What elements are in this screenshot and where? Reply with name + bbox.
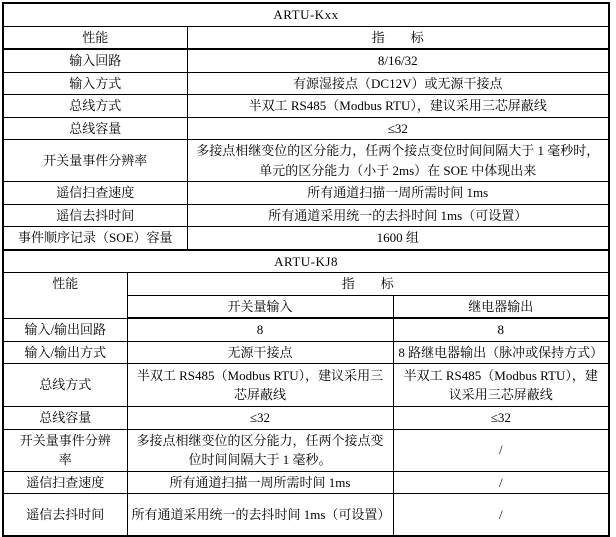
kj8-title-row bbox=[3, 250, 609, 273]
row-value-input: 8 bbox=[127, 318, 393, 341]
row-label: 遥信去抖时间 bbox=[3, 494, 127, 536]
row-label: 总线方式 bbox=[3, 95, 187, 118]
row-value-output: / bbox=[393, 494, 609, 536]
spec-row bbox=[3, 364, 609, 407]
spec-row bbox=[3, 318, 609, 341]
spec-row bbox=[3, 182, 609, 205]
row-value-input: 无源干接点 bbox=[127, 341, 393, 364]
row-label: 总线容量 bbox=[3, 117, 187, 140]
row-value-input: 多接点相继变位的区分能力，任两个接点变位时间间隔大于 1 毫秒。 bbox=[127, 429, 393, 471]
spec-row bbox=[3, 494, 609, 536]
kxx-header-performance: 性能 bbox=[3, 26, 187, 49]
row-value: 多接点相继变位的区分能力，任两个接点变位时间间隔大于 1 毫秒时，单元的区分能力（小于 2ms）在 SOE 中体现出来 bbox=[187, 140, 609, 182]
kxx-table-title: ARTU-Kxx bbox=[3, 3, 609, 26]
spec-row bbox=[3, 471, 609, 494]
row-label: 输入方式 bbox=[3, 72, 187, 95]
row-value-output: ≤32 bbox=[393, 407, 609, 430]
row-label: 输入/输出方式 bbox=[3, 341, 127, 364]
kj8-subheader-input: 开关量输入 bbox=[127, 295, 393, 318]
row-value: 所有通道扫描一周所需时间 1ms bbox=[187, 182, 609, 205]
row-value-output: / bbox=[393, 471, 609, 494]
spec-row bbox=[3, 407, 609, 430]
spec-row bbox=[3, 140, 609, 182]
row-value-input: 半双工 RS485（Modbus RTU），建议采用三芯屏蔽线 bbox=[127, 364, 393, 407]
spec-row bbox=[3, 341, 609, 364]
row-label: 输入回路 bbox=[3, 49, 187, 72]
artu-kj8-table bbox=[2, 249, 610, 537]
row-value: 1600 组 bbox=[187, 227, 609, 249]
spec-row bbox=[3, 95, 609, 118]
row-value-output: / bbox=[393, 429, 609, 471]
row-label: 遥信去抖时间 bbox=[3, 204, 187, 227]
spec-row bbox=[3, 204, 609, 227]
kxx-title-row bbox=[3, 3, 609, 26]
row-label: 事件顺序记录（SOE）容量 bbox=[3, 227, 187, 249]
row-value-output: 8 bbox=[393, 318, 609, 341]
row-label: 遥信扫查速度 bbox=[3, 471, 127, 494]
row-value: 8/16/32 bbox=[187, 49, 609, 72]
row-value-input: ≤32 bbox=[127, 407, 393, 430]
row-label: 输入/输出回路 bbox=[3, 318, 127, 341]
row-label: 总线方式 bbox=[3, 364, 127, 407]
row-value-input: 所有通道扫描一周所需时间 1ms bbox=[127, 471, 393, 494]
row-value-output: 8 路继电器输出（脉冲或保持方式） bbox=[393, 341, 609, 364]
row-label: 总线容量 bbox=[3, 407, 127, 430]
kj8-header-index: 指 标 bbox=[127, 273, 609, 296]
spec-row bbox=[3, 429, 609, 471]
row-value: 有源湿接点（DC12V）或无源干接点 bbox=[187, 72, 609, 95]
kj8-header-row bbox=[3, 273, 609, 296]
kj8-header-performance: 性能 bbox=[3, 273, 127, 319]
row-value: 半双工 RS485（Modbus RTU），建议采用三芯屏蔽线 bbox=[187, 95, 609, 118]
row-value-output: 半双工 RS485（Modbus RTU），建议采用三芯屏蔽线 bbox=[393, 364, 609, 407]
spec-row bbox=[3, 117, 609, 140]
kxx-header-row bbox=[3, 26, 609, 49]
spec-row bbox=[3, 72, 609, 95]
kxx-header-index: 指 标 bbox=[187, 26, 609, 49]
row-value: ≤32 bbox=[187, 117, 609, 140]
artu-kxx-table bbox=[2, 2, 610, 249]
row-label: 遥信扫查速度 bbox=[3, 182, 187, 205]
kj8-table-title: ARTU-KJ8 bbox=[3, 250, 609, 273]
row-label: 开关量事件分辨率 bbox=[3, 429, 127, 471]
row-value: 所有通道采用统一的去抖时间 1ms（可设置） bbox=[187, 204, 609, 227]
spec-sheet bbox=[2, 2, 608, 537]
spec-row bbox=[3, 49, 609, 72]
row-value-input: 所有通道采用统一的去抖时间 1ms（可设置） bbox=[127, 494, 393, 536]
kj8-subheader-output: 继电器输出 bbox=[393, 295, 609, 318]
spec-row bbox=[3, 227, 609, 249]
row-label: 开关量事件分辨率 bbox=[3, 140, 187, 182]
